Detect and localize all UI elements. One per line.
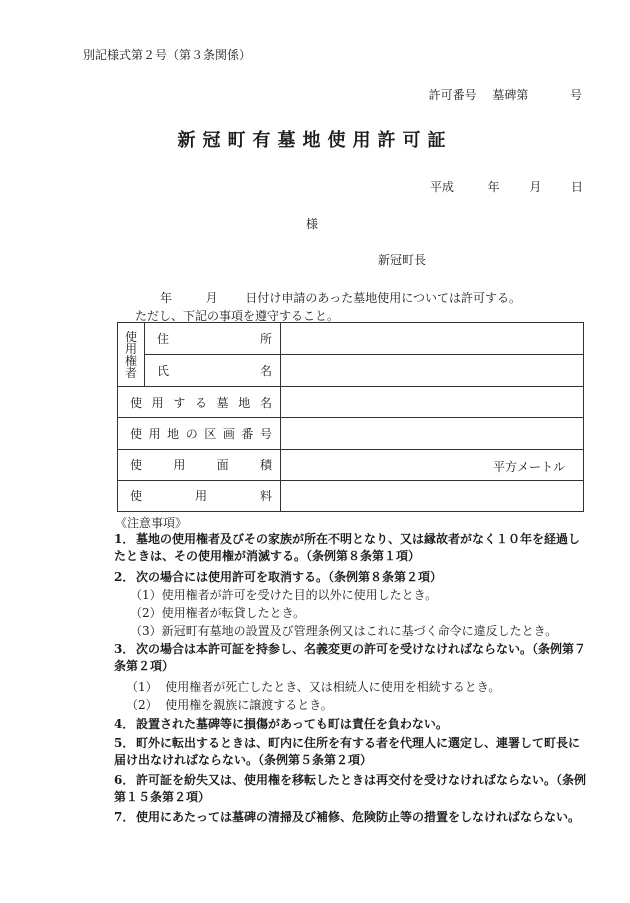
issue-date <box>430 178 583 195</box>
grave-name-value <box>281 387 584 418</box>
permit-number-prefix: 墓碑第 <box>492 88 529 102</box>
note-subitem-3-2: （2） 使用権を親族に譲渡するとき。 <box>126 698 333 712</box>
date-day: 日 <box>570 180 583 194</box>
note-subitem-2-2: （2）使用権者が転貸したとき。 <box>130 606 306 620</box>
user-group-label: 使 用 権 者 <box>118 323 145 387</box>
area-unit: 平方メートル <box>492 459 565 474</box>
address-value <box>281 323 584 355</box>
plot-number-value <box>281 418 584 449</box>
note-item-3: 3． 次の場合は本許可証を持参し、名義変更の許可を受けなければならない。（条例第７条第２項） <box>114 642 587 673</box>
grave-name-label: 使 用 す る 墓 地 名 <box>118 387 281 418</box>
page-title: 新冠町有墓地使用許可証 <box>177 130 453 151</box>
note-subitem-3-1: （1） 使用権者が死亡したとき、又は相続人に使用を相続するとき。 <box>126 680 501 694</box>
notes-heading: 《注意事項》 <box>115 516 188 530</box>
note-item-5: 5． 町外に転出するときは、町内に住所を有する者を代理人に選定し、連署して町長に届け出なければならない。（条例第５条第２項） <box>114 736 581 767</box>
recipient-honorific: 様 <box>306 217 319 231</box>
grant-year: 年 <box>160 291 173 305</box>
permit-info-table <box>117 322 584 512</box>
note-item-7: 7． 使用にあたっては墓碑の清掃及び補修、危険防止等の措置をしなければならない。 <box>114 810 581 824</box>
note-item-1: 1． 墓地の使用権者及びその家族が所在不明となり、又は縁故者がなく１０年を経過したときは、その使用権が消滅する。（条例第８条第１項） <box>114 532 581 563</box>
name-label: 氏 名 <box>145 355 281 387</box>
grant-statement <box>160 289 521 306</box>
fee-label: 使 用 料 <box>118 480 281 511</box>
note-item-4: 4． 設置された墓碑等に損傷があっても町は責任を負わない。 <box>114 717 448 731</box>
fee-value <box>281 480 584 511</box>
plot-number-label: 使 用 地 の 区 画 番 号 <box>118 418 281 449</box>
grant-text: 日付け申請のあった墓地使用については許可する。 <box>245 291 521 305</box>
permit-number-label: 許可番号 <box>428 88 477 102</box>
permit-number-line <box>429 86 582 103</box>
note-subitem-2-3: （3）新冠町有墓地の設置及び管理条例又はこれに基づく命令に違反したとき。 <box>130 624 558 638</box>
form-number-label: 別記様式第２号（第３条関係） <box>83 48 252 62</box>
area-label: 使 用 面 積 <box>118 449 281 480</box>
area-value <box>281 449 584 480</box>
note-item-6: 6． 許可証を紛失又は、使用権を移転したときは再交付を受けなければならない。（条例第１５条第２項） <box>114 773 587 804</box>
grant-month: 月 <box>205 291 218 305</box>
permit-number-suffix: 号 <box>569 88 582 102</box>
issuer-title: 新冠町長 <box>378 253 427 267</box>
proviso-text: ただし、下記の事項を遵守すること。 <box>135 309 340 323</box>
note-item-2: 2． 次の場合には使用許可を取消する。（条例第８条第２項） <box>114 570 443 584</box>
name-value <box>281 355 584 387</box>
date-month: 月 <box>529 180 542 194</box>
address-label: 住 所 <box>145 323 281 355</box>
date-era: 平成 <box>429 180 454 194</box>
note-subitem-2-1: （1）使用権者が許可を受けた目的以外に使用したとき。 <box>130 588 438 602</box>
date-year: 年 <box>487 180 500 194</box>
